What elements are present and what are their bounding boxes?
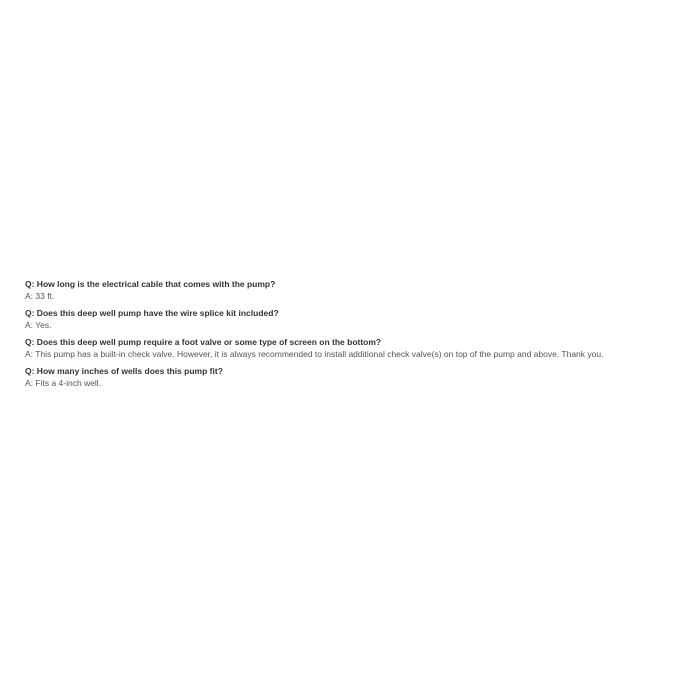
answer-text: A: Fits a 4-inch well. — [25, 377, 102, 388]
question-text: Q: Does this deep well pump have the wire splice kit included? — [25, 308, 279, 318]
question-text: Q: How long is the electrical cable that comes with the pump? — [25, 279, 276, 289]
qa-item — [25, 308, 670, 331]
question-text: Q: How many inches of wells does this pump fit? — [25, 366, 223, 376]
qa-item — [25, 366, 670, 389]
qa-item — [25, 279, 670, 302]
question-text: Q: Does this deep well pump require a foot valve or some type of screen on the bottom? — [25, 337, 382, 347]
qa-item — [25, 337, 670, 360]
qa-list — [25, 279, 670, 389]
answer-text: A: This pump has a built-in check valve. However, it is always recommended to install additional check valve(s) on top of the pump and above. Thank you. — [25, 348, 604, 359]
answer-text: A: Yes. — [25, 319, 52, 330]
answer-text: A: 33 ft. — [25, 290, 55, 301]
